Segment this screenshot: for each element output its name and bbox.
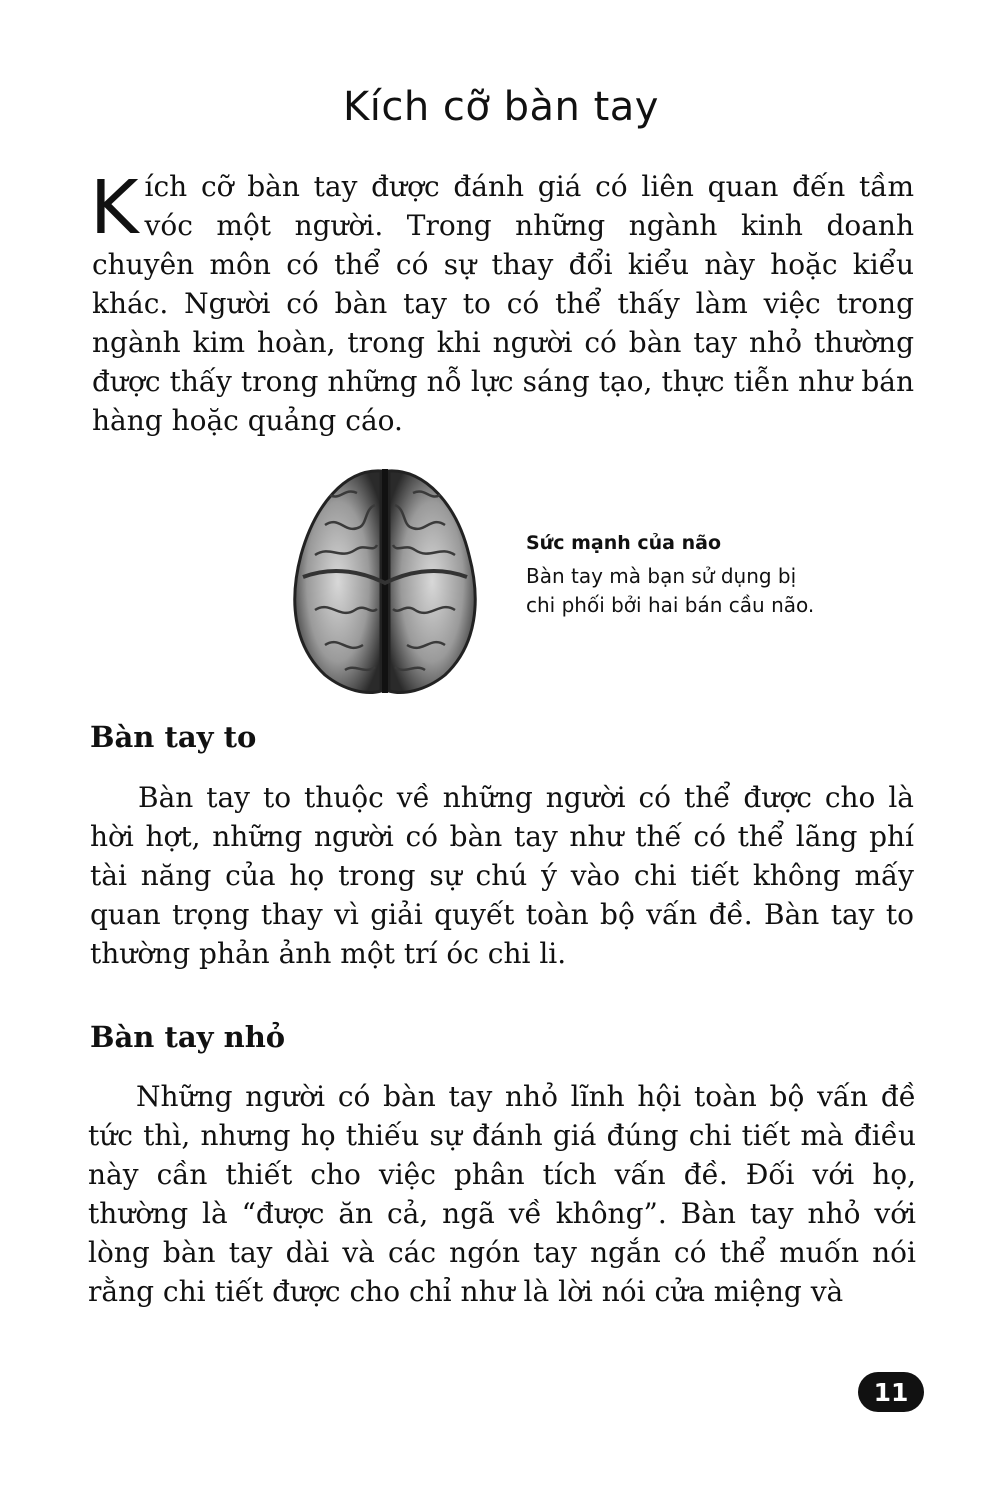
brain-icon [285, 465, 485, 697]
section-heading-small-hand: Bàn tay nhỏ [90, 1020, 286, 1054]
caption-title: Sức mạnh của não [526, 532, 722, 554]
drop-cap: K [90, 165, 139, 251]
section-heading-large-hand: Bàn tay to [90, 720, 257, 754]
section-text-large-hand: Bàn tay to thuộc về những người có thể được cho là hời hợt, những người có bàn tay như thế có thể lãng phí tài năng của họ trong sự chú ý vào chi tiết không mấy quan trọng thay vì giải quyết toàn bộ vấn đề. Bàn tay to thường phản ảnh một trí óc chi li. [90, 781, 914, 970]
page-title: Kích cỡ bàn tay [343, 84, 659, 130]
section-text-small-hand: Những người có bàn tay nhỏ lĩnh hội toàn bộ vấn đề tức thì, nhưng họ thiếu sự đánh giá đúng chi tiết mà điều này cần thiết cho việc phân tích vấn đề. Đối với họ, thường là “được ăn cả, ngã về không”. Bàn tay nhỏ với lòng bàn tay dài và các ngón tay ngắn có thể muốn nói rằng chi tiết được cho chỉ như là lời nói cửa miệng và [88, 1080, 916, 1308]
page-number-badge: 11 [858, 1372, 924, 1412]
caption-body: Bàn tay mà bạn sử dụng bị chi phối bởi hai bán cầu não. [526, 564, 815, 617]
intro-paragraph [92, 167, 914, 440]
figure-caption [526, 532, 826, 620]
brain-illustration [285, 465, 485, 697]
intro-text: ích cỡ bàn tay được đánh giá có liên quan đến tầm vóc một người. Trong những ngành kinh doanh chuyên môn có thể có sự thay đổi kiểu này hoặc kiểu khác. Người có bàn tay to có thể thấy làm việc trong ngành kim hoàn, trong khi người có bàn tay nhỏ thường được thấy trong những nỗ lực sáng tạo, thực tiễn như bán hàng hoặc quảng cáo. [92, 170, 914, 437]
